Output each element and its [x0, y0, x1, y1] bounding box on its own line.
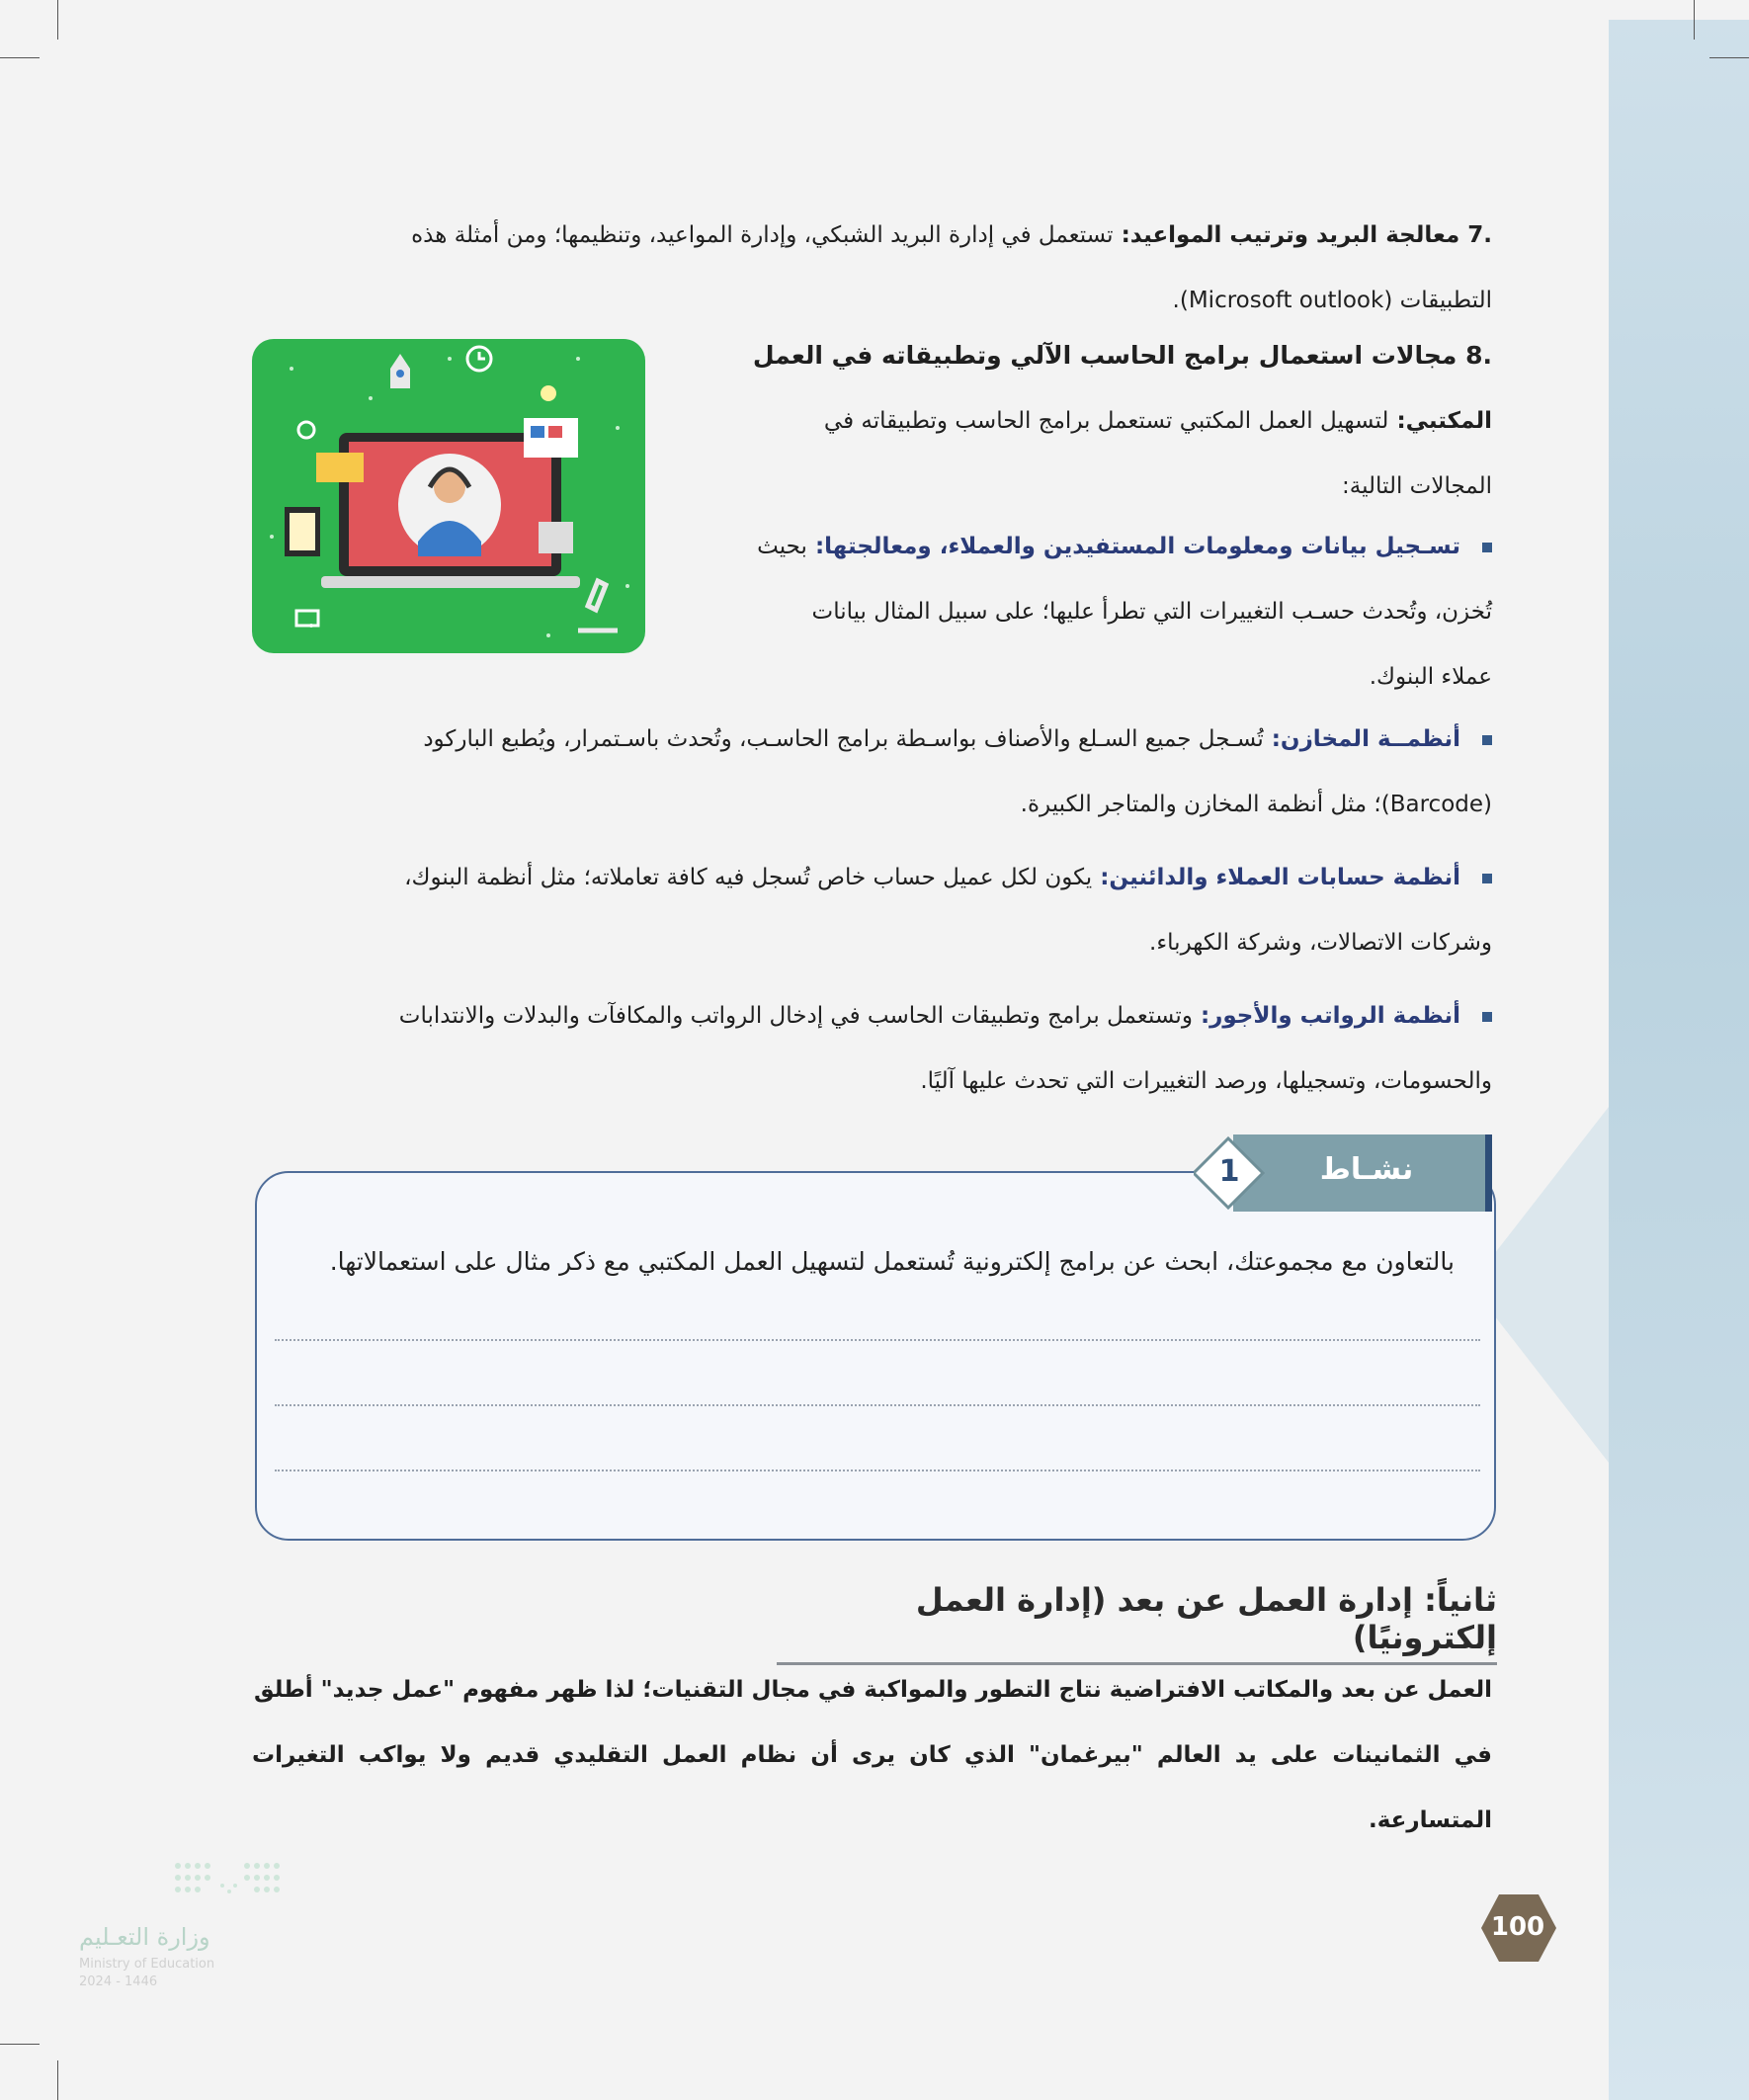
section-title: ثانياً: إدارة العمل عن بعد (إدارة العمل إلكترونيًا) — [777, 1581, 1497, 1665]
bullet-3-heading: أنظمة حسابات العملاء والدائنين: — [1100, 865, 1460, 890]
answer-line[interactable] — [275, 1470, 1480, 1471]
bullet-2-line1 — [252, 707, 1492, 772]
item-8-number: .8 — [1465, 341, 1492, 370]
crop-mark — [0, 2044, 40, 2045]
section-para-line1: العمل عن بعد والمكاتب الافتراضية نتاج التطور والمواكبة في مجال التقنيات؛ لذا ظهر مفهوم "عمل جديد" أطلق — [253, 1677, 1492, 1703]
page-number-badge — [1477, 1892, 1558, 1964]
item-7-text: تستعمل في إدارة البريد الشبكي، وإدارة المواعيد، وتنظيمها؛ ومن أمثلة هذه — [411, 222, 1114, 248]
item-7-number: .7 — [1467, 222, 1492, 248]
bullet-2-heading: أنظمــة المخازن: — [1271, 726, 1460, 752]
item-7 — [252, 203, 1492, 333]
ministry-name-arabic: وزارة التعـليم — [79, 1923, 210, 1951]
decorative-side-band — [1609, 20, 1749, 2100]
activity-label: نشـاط — [1319, 1152, 1414, 1187]
activity-number: 1 — [1218, 1154, 1240, 1189]
bullet-1-line1 — [672, 514, 1492, 579]
crop-mark — [57, 2060, 58, 2100]
bullet-4 — [252, 983, 1492, 1114]
crop-mark — [57, 0, 58, 40]
bullet-1-tail: بحيث — [757, 534, 807, 559]
bullet-2 — [252, 707, 1492, 837]
bullet-3-line1 — [252, 845, 1492, 910]
ministry-logo — [79, 1856, 277, 1989]
item-8-text: لتسهيل العمل المكتبي تستعمل برامج الحاسب وتطبيقاته في — [823, 408, 1389, 434]
ministry-year: 2024 - 1446 — [79, 1974, 158, 1989]
page-number: 100 — [1490, 1912, 1545, 1942]
item-7-line2: التطبيقات (Microsoft outlook). — [1172, 288, 1492, 313]
section-paragraph — [252, 1657, 1492, 1853]
bullet-3-line2: وشركات الاتصالات، وشركة الكهرباء. — [1149, 930, 1492, 956]
item-7-heading: معالجة البريد وترتيب المواعيد: — [1121, 222, 1460, 248]
bullet-3-tail: يكون لكل عميل حساب خاص تُسجل فيه كافة تعاملاته؛ مثل أنظمة البنوك، — [404, 865, 1093, 890]
bullet-3 — [252, 845, 1492, 975]
answer-line[interactable] — [275, 1339, 1480, 1341]
computer-illustration — [252, 339, 645, 653]
crop-mark — [0, 57, 40, 58]
item-8-heading-line1 — [672, 323, 1492, 388]
activity-tab — [1194, 1134, 1492, 1212]
item-8-heading: مجالات استعمال برامج الحاسب الآلي وتطبيقاته في العمل — [752, 341, 1458, 370]
item-8-heading-2: المكتبي: — [1396, 408, 1492, 434]
answer-line[interactable] — [275, 1404, 1480, 1406]
bullet-1-line3: عملاء البنوك. — [1369, 664, 1492, 690]
bullet-4-line1 — [252, 983, 1492, 1049]
bullet-1-line2: تُخزن، وتُحدث حسـب التغييرات التي تطرأ عليها؛ على سبيل المثال بيانات — [811, 599, 1492, 625]
item-7-line1 — [252, 203, 1492, 268]
item-8-line2 — [672, 388, 1492, 454]
square-bullet-icon — [1482, 1012, 1492, 1022]
activity-box — [255, 1171, 1496, 1541]
bullet-2-tail: تُسـجل جميع السـلع والأصناف بواسـطة برامج الحاسـب، وتُحدث باسـتمرار، ويُطبع الباركود — [423, 726, 1264, 752]
item-8-line3: المجالات التالية: — [1341, 473, 1492, 499]
section-para-line2: في الثمانينات على يد العالم "بيرغمان" الذي كان يرى أن نظام العمل التقليدي قديم ولا يواكب التغيرات المتسارعة. — [252, 1742, 1492, 1833]
square-bullet-icon — [1482, 735, 1492, 745]
activity-prompt: بالتعاون مع مجموعتك، ابحث عن برامج إلكترونية تُستعمل لتسهيل العمل المكتبي مع ذكر مثال على استعمالاتها. — [329, 1247, 1455, 1276]
ministry-name-english: Ministry of Education — [79, 1957, 215, 1972]
square-bullet-icon — [1482, 543, 1492, 552]
bullet-1 — [672, 514, 1492, 710]
bullet-4-tail: وتستعمل برامج وتطبيقات الحاسب في إدخال الرواتب والمكافآت والبدلات والانتدابات — [398, 1003, 1193, 1029]
crop-mark — [1694, 0, 1695, 40]
crop-mark — [1709, 57, 1749, 58]
square-bullet-icon — [1482, 874, 1492, 883]
bullet-4-heading: أنظمة الرواتب والأجور: — [1200, 1003, 1460, 1029]
bullet-4-line2: والحسومات، وتسجيلها، ورصد التغييرات التي تحدث عليها آليًا. — [920, 1068, 1492, 1094]
bullet-1-heading: تسـجيل بيانات ومعلومات المستفيدين والعملاء، ومعالجتها: — [814, 534, 1460, 559]
ministry-logo-mark-icon — [168, 1856, 366, 1915]
item-8 — [672, 323, 1492, 519]
bullet-2-line2: (Barcode)؛ مثل أنظمة المخازن والمتاجر الكبيرة. — [1020, 792, 1492, 817]
